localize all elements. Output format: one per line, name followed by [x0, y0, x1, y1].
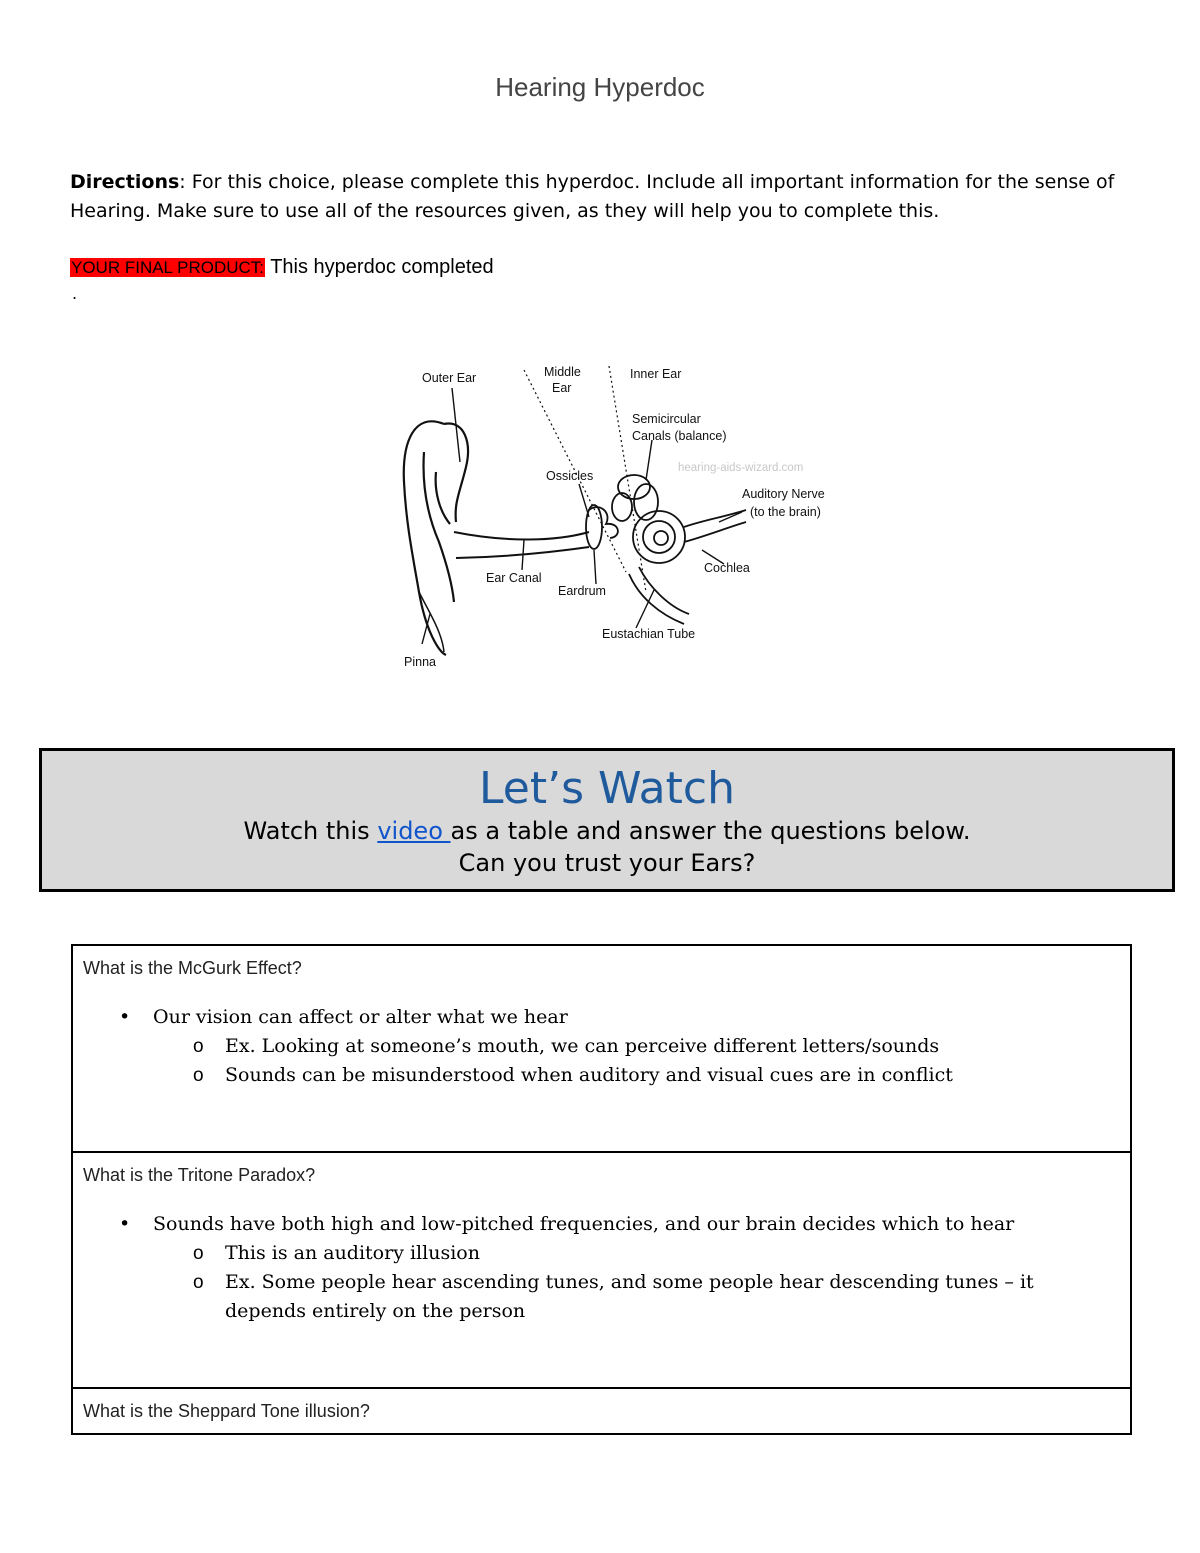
final-product-label: YOUR FINAL PRODUCT: — [71, 258, 265, 277]
question-cell[interactable] — [72, 945, 1131, 1152]
watch-subtitle: Can you trust your Ears? — [458, 849, 756, 877]
label-ossicles: Ossicles — [546, 469, 594, 483]
answer-sub-bullet: o Sounds can be misunderstood when auditory and visual cues are in conflict — [83, 1061, 1120, 1090]
question-cell[interactable] — [72, 1388, 1131, 1434]
question-cell[interactable] — [72, 1152, 1131, 1388]
final-product-text: This hyperdoc completed — [265, 256, 494, 278]
question-text: What is the Sheppard Tone illusion? — [83, 1401, 370, 1421]
watch-title: Let’s Watch — [479, 763, 735, 814]
final-product-line — [70, 254, 494, 281]
pinna-drawing — [404, 421, 589, 655]
label-eardrum: Eardrum — [558, 584, 606, 598]
answer-bullet: • Our vision can affect or alter what we hear — [83, 1003, 1120, 1032]
questions-table — [71, 944, 1132, 1435]
answer-sub-bullet: o Ex. Some people hear ascending tunes, and some people hear descending tunes – it depends entirely on the person — [83, 1268, 1055, 1326]
label-middle-ear-2: Ear — [552, 381, 572, 395]
directions-paragraph — [70, 168, 1130, 226]
inner-ear-drawing — [586, 475, 746, 624]
answer-list — [83, 1003, 1120, 1090]
table-row — [72, 1388, 1131, 1434]
trailing-dot: . — [72, 284, 78, 303]
label-eustachian-tube: Eustachian Tube — [602, 627, 696, 641]
question-text: What is the McGurk Effect? — [83, 958, 302, 978]
answer-bullet: • Sounds have both high and low-pitched frequencies, and our brain decides which to hear — [83, 1210, 1120, 1239]
label-semicircular-2: Canals (balance) — [632, 429, 727, 443]
watch-instruction — [42, 815, 1172, 847]
label-cochlea: Cochlea — [704, 561, 750, 575]
label-outer-ear: Outer Ear — [422, 371, 477, 385]
question-text: What is the Tritone Paradox? — [83, 1165, 316, 1185]
ear-anatomy-diagram — [384, 352, 844, 677]
watch-line1-before: Watch this — [243, 817, 378, 845]
label-semicircular-1: Semicircular — [632, 412, 701, 426]
answer-sub-bullet: o This is an auditory illusion — [83, 1239, 1120, 1268]
answer-list — [83, 1210, 1120, 1326]
table-row — [72, 1152, 1131, 1388]
watch-line1-after: as a table and answer the questions below. — [450, 817, 971, 845]
page-title: Hearing Hyperdoc — [495, 72, 705, 102]
label-watermark: hearing-aids-wizard.com — [678, 462, 804, 474]
label-auditory-nerve-1: Auditory Nerve — [742, 487, 825, 501]
label-pinna: Pinna — [404, 655, 436, 669]
directions-text: : For this choice, please complete this hyperdoc. Include all important information for the sense of Hearing. Make sure to use all of the resources given, as they will help you to complete this. — [70, 171, 1115, 222]
video-link[interactable]: video — [377, 817, 451, 845]
answer-sub-bullet: o Ex. Looking at someone’s mouth, we can perceive different letters/sounds — [83, 1032, 1120, 1061]
directions-label: Directions — [70, 171, 180, 193]
lets-watch-box — [39, 748, 1175, 892]
table-row — [72, 945, 1131, 1152]
label-auditory-nerve-2: (to the brain) — [750, 505, 821, 519]
label-ear-canal: Ear Canal — [486, 571, 542, 585]
label-middle-ear-1: Middle — [544, 365, 581, 379]
label-inner-ear: Inner Ear — [630, 367, 682, 381]
